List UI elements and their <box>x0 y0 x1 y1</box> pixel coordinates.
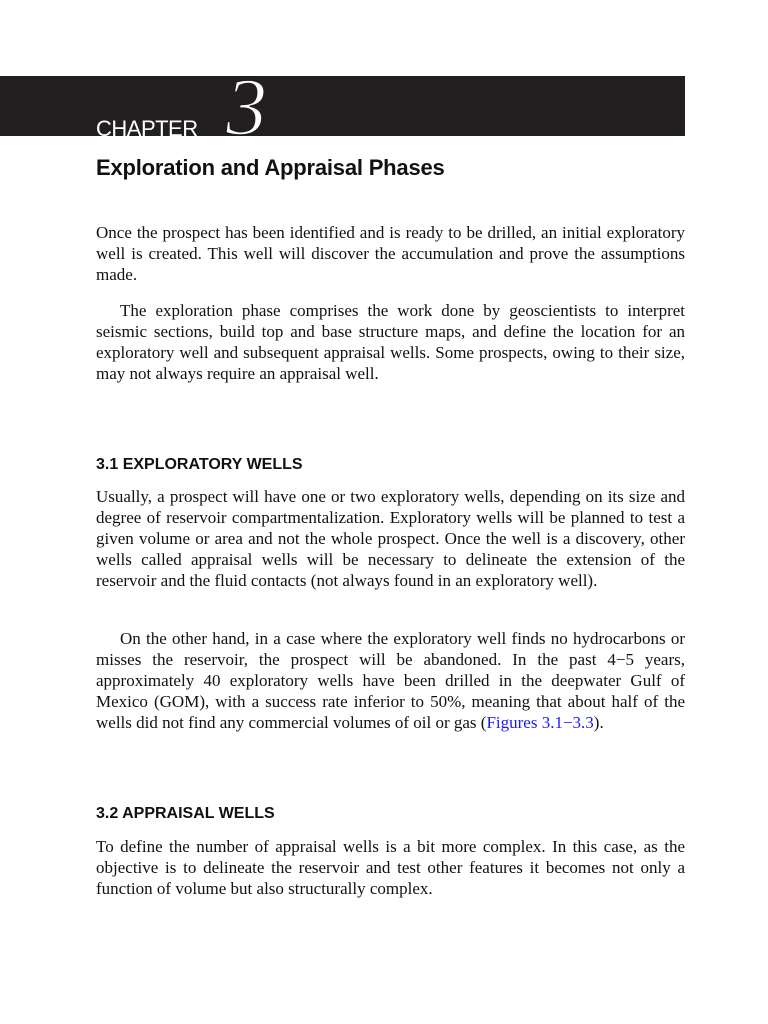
intro-paragraph-2: The exploration phase comprises the work done by geoscientists to interpret seismic sections, build top and base structure maps, and define the location for an exploratory well and subsequent appraisal wells. Some prospects, owing to their size, may not always require an appraisal well. <box>96 301 685 383</box>
section1-paragraph-1: Usually, a prospect will have one or two exploratory wells, depending on its size and degree of reservoir compartmentalization. Exploratory wells will be planned to test a given volume or area and not the whole prospect. Once the well is a discovery, other wells called appraisal wells will be necessary to delineate the extension of the reservoir and the fluid contacts (not always found in an exploratory well). <box>96 487 685 590</box>
intro-paragraph-1: Once the prospect has been identified and is ready to be drilled, an initial exploratory well is created. This well will discover the accumulation and prove the assumptions made. <box>96 223 685 284</box>
chapter-title: Exploration and Appraisal Phases <box>96 155 445 180</box>
figures-link[interactable]: Figures 3.1−3.3 <box>486 713 594 732</box>
section2-paragraph-1: To define the number of appraisal wells is a bit more complex. In this case, as the objective is to delineate the reservoir and test other features it becomes not only a function of volume but also structurally complex. <box>96 837 685 898</box>
section1-paragraph-2 <box>96 628 685 733</box>
section-heading-exploratory-wells: 3.1 EXPLORATORY WELLS <box>96 456 303 473</box>
chapter-number: 3 <box>226 61 267 152</box>
section1-paragraph-2-end: ). <box>593 713 604 732</box>
chapter-label: CHAPTER <box>96 116 198 141</box>
section-heading-appraisal-wells: 3.2 APPRAISAL WELLS <box>96 805 275 822</box>
section1-paragraph-2-text: On the other hand, in a case where the exploratory well finds no hydrocarbons or misses the reservoir, the prospect will be abandoned. In the past 4−5 years, approximately 40 exploratory wells have been drilled in the deepwater Gulf of Mexico (GOM), with a success rate inferior to 50%, meaning that about half of the wells did not find any commercial volumes of oil or gas ( <box>96 629 685 732</box>
